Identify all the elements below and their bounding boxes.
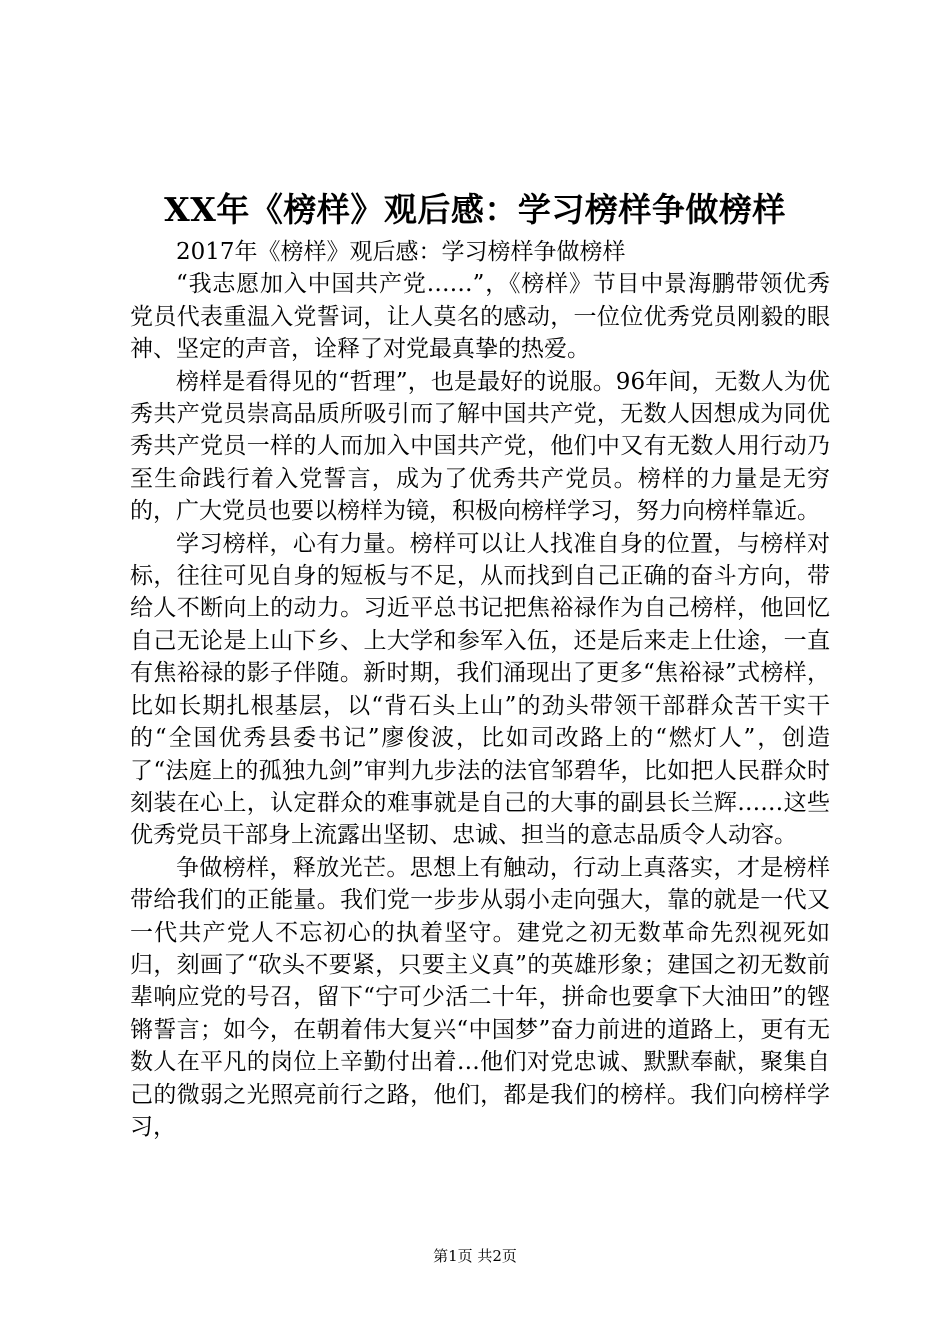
paragraph-oath: “我志愿加入中国共产党……”，《榜样》节目中景海鹏带领优秀党员代表重温入党誓词，让人莫名的感动，一位位优秀党员刚毅的眼神、坚定的声音，诠释了对党最真挚的热爱。 [130, 271, 830, 363]
paragraph-become-models: 争做榜样，释放光芒。思想上有触动，行动上真落实，才是榜样带给我们的正能量。我们党一步步从弱小走向强大，靠的就是一代又一代共产党人不忘初心的执着坚守。建党之初无数革命先烈视死如归，刻画了“砍头不要紧，只要主义真”的英雄形象；建国之初无数前辈响应党的号召，留下“宁可少活二十年，拼命也要拿下大油田”的铿锵誓言；如今，在朝着伟大复兴“中国梦”奋力前进的道路上，更有无数人在平凡的岗位上辛勤付出着…他们对党忠诚、默默奉献，聚集自己的微弱之光照亮前行之路，他们，都是我们的榜样。我们向榜样学习， [130, 854, 830, 1140]
document-body [130, 236, 830, 1143]
paragraph-subtitle: 2017年《榜样》观后感：学习榜样争做榜样 [176, 239, 626, 265]
paragraph-learn-from-models: 学习榜样，心有力量。榜样可以让人找准自身的位置，与榜样对标，往往可见自身的短板与不足，从而找到自己正确的奋斗方向，带给人不断向上的动力。习近平总书记把焦裕禄作为自己榜样，他回忆自己无论是上山下乡、上大学和参军入伍，还是后来走上仕途，一直有焦裕禄的影子伴随。新时期，我们涌现出了更多“焦裕禄”式榜样，比如长期扎根基层，以“背石头上山”的劲头带领干部群众苦干实干的“全国优秀县委书记”廖俊波，比如司改路上的“燃灯人”，创造了“法庭上的孤独九剑”审判九步法的法官邹碧华，比如把人民群众时刻装在心上，认定群众的难事就是自己的大事的副县长兰辉……这些优秀党员干部身上流露出坚韧、忠诚、担当的意志品质令人动容。 [130, 530, 830, 849]
paragraph-role-model-truth: 榜样是看得见的“哲理”，也是最好的说服。96年间，无数人为优秀共产党员崇高品质所吸引而了解中国共产党，无数人因想成为同优秀共产党员一样的人而加入中国共产党，他们中又有无数人用行动乃至生命践行着入党誓言，成为了优秀共产党员。榜样的力量是无穷的，广大党员也要以榜样为镜，积极向榜样学习，努力向榜样靠近。 [130, 368, 830, 525]
page-number-footer: 第1页 共2页 [433, 1247, 517, 1265]
document-title: XX年《榜样》观后感：学习榜样争做榜样 [164, 190, 786, 229]
